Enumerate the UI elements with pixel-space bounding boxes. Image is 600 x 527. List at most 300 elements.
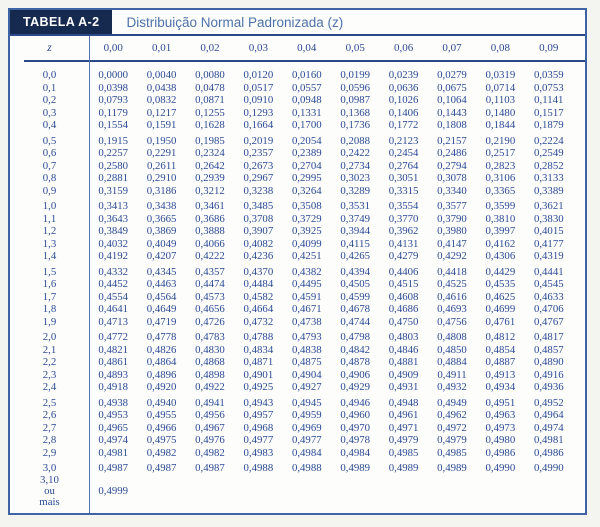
- probability-value: 0,4911: [437, 368, 467, 381]
- table-row: [10, 291, 585, 304]
- probability-value: 0,4857: [533, 343, 564, 356]
- z-value: 1,7: [42, 290, 57, 303]
- table-row: [10, 172, 585, 185]
- probability-value: 0,4793: [291, 331, 322, 343]
- probability-value: 0,4938: [98, 396, 129, 409]
- z-value: 2,2: [42, 356, 57, 368]
- probability-value: 0,3830: [533, 212, 564, 225]
- probability-value: 0,3643: [98, 212, 129, 225]
- probability-value: 0,4236: [243, 250, 274, 262]
- table-row: [10, 331, 585, 344]
- probability-value: 0,4515: [388, 278, 419, 290]
- probability-value: 0,4803: [388, 331, 419, 343]
- table-row: [10, 82, 585, 95]
- probability-value: 0,3186: [146, 184, 177, 197]
- probability-value: 0,3238: [243, 184, 274, 197]
- probability-value: 0,4988: [291, 462, 322, 474]
- probability-value: 0,3621: [533, 200, 564, 212]
- z-column-divider: [89, 36, 90, 513]
- probability-value: 0,4971: [388, 421, 419, 434]
- probability-value: 0,3340: [437, 184, 467, 197]
- probability-value: 0,4920: [146, 381, 177, 393]
- probability-value: 0,4982: [146, 446, 177, 459]
- probability-value: 0,0675: [437, 81, 467, 94]
- probability-value: 0,4177: [533, 237, 564, 250]
- probability-value: 0,4370: [243, 265, 274, 278]
- probability-value: 0,4808: [437, 331, 467, 343]
- probability-value: 0,2389: [291, 147, 322, 159]
- probability-value: 0,0832: [146, 94, 177, 106]
- row-group: [10, 135, 585, 198]
- probability-value: 0,4984: [291, 446, 322, 459]
- probability-value: 0,4699: [485, 303, 516, 315]
- probability-value: 0,4744: [340, 315, 371, 328]
- probability-value: 0,4842: [340, 343, 371, 356]
- probability-value: 0,4975: [146, 434, 177, 446]
- probability-value: 0,2823: [485, 159, 516, 172]
- probability-value: 0,4904: [291, 368, 322, 381]
- probability-value: 0,3106: [485, 172, 516, 184]
- probability-value: 0,4989: [437, 462, 467, 474]
- table-row: [10, 462, 585, 475]
- probability-value: 0,2995: [291, 172, 322, 184]
- probability-value: 0,4573: [195, 290, 225, 303]
- probability-value: 0,4706: [533, 303, 564, 315]
- probability-value: 0,4931: [388, 381, 419, 393]
- probability-value: 0,4970: [340, 421, 371, 434]
- probability-value: 0,4686: [388, 303, 419, 315]
- table-frame: [8, 8, 587, 515]
- probability-value: 0,4066: [195, 237, 225, 250]
- probability-value: 0,0793: [98, 94, 129, 106]
- probability-value: 0,4918: [98, 381, 129, 393]
- probability-value: 0,2910: [146, 172, 177, 184]
- probability-value: 0,4978: [340, 434, 371, 446]
- probability-value: 0,4222: [195, 250, 225, 262]
- probability-value: 0,4898: [195, 368, 225, 381]
- probability-value: 0,1480: [485, 106, 516, 119]
- probability-value: 0,4941: [195, 396, 225, 409]
- probability-value: 0,0279: [437, 69, 467, 81]
- probability-value: 0,4608: [388, 290, 419, 303]
- probability-value: 0,4693: [437, 303, 467, 315]
- z-value: 2,7: [42, 421, 57, 434]
- probability-value: 0,4756: [437, 315, 467, 328]
- probability-value: 0,3389: [533, 184, 564, 197]
- table-row: [10, 107, 585, 120]
- probability-value: 0,2088: [340, 134, 371, 147]
- probability-value: 0,4357: [195, 265, 225, 278]
- probability-value: 0,4982: [195, 446, 225, 459]
- probability-value: 0,3461: [195, 200, 225, 212]
- table-row: [10, 397, 585, 410]
- table-row: [10, 447, 585, 460]
- probability-value: 0,4463: [146, 278, 177, 290]
- probability-value: 0,1179: [98, 106, 128, 119]
- probability-value: 0,0636: [388, 81, 419, 94]
- probability-value: 0,4382: [291, 265, 322, 278]
- z-value: 1,1: [42, 212, 57, 225]
- row-group: [10, 69, 585, 132]
- probability-value: 0,1808: [437, 119, 467, 131]
- column-header: 0,06: [393, 42, 414, 54]
- probability-value: 0,4893: [98, 368, 129, 381]
- probability-value: 0,0871: [195, 94, 225, 106]
- probability-value: 0,4525: [437, 278, 467, 290]
- column-header: 0,09: [539, 42, 559, 54]
- probability-value: 0,4846: [388, 343, 419, 356]
- probability-value: 0,2224: [533, 134, 564, 147]
- probability-value: 0,4952: [533, 396, 564, 409]
- probability-value: 0,3770: [388, 212, 419, 225]
- probability-value: 0,2642: [195, 159, 225, 172]
- probability-value: 0,4767: [533, 315, 564, 328]
- probability-value: 0,2939: [195, 172, 225, 184]
- probability-value: 0,2967: [243, 172, 274, 184]
- probability-value: 0,2123: [388, 134, 419, 147]
- probability-value: 0,4761: [485, 315, 516, 328]
- probability-value: 0,4977: [291, 434, 322, 446]
- probability-value: 0,1103: [485, 94, 516, 106]
- probability-value: 0,4901: [243, 368, 274, 381]
- probability-value: 0,4984: [340, 446, 371, 459]
- probability-value: 0,4115: [340, 237, 370, 250]
- probability-value: 0,4986: [533, 446, 564, 459]
- probability-value: 0,1368: [340, 106, 371, 119]
- probability-value: 0,4961: [388, 409, 419, 421]
- probability-value: 0,4713: [98, 315, 129, 328]
- probability-value: 0,3554: [388, 200, 419, 212]
- column-header: 0,08: [490, 42, 511, 54]
- probability-value: 0,3749: [340, 212, 371, 225]
- probability-value: 0,4965: [98, 421, 129, 434]
- probability-value: 0,4207: [146, 250, 177, 262]
- probability-value: 0,4945: [291, 396, 322, 409]
- probability-value: 0,4495: [291, 278, 322, 290]
- probability-value: 0,4927: [291, 381, 322, 393]
- probability-value: 0,4015: [533, 225, 564, 237]
- probability-value: 0,1879: [533, 119, 564, 131]
- probability-value: 0,1554: [98, 119, 129, 131]
- z-value: 2,9: [42, 446, 57, 459]
- table-row: [10, 225, 585, 238]
- probability-value: 0,4535: [485, 278, 516, 290]
- table-row: [10, 356, 585, 369]
- probability-value: 0,1950: [146, 134, 177, 147]
- probability-value: 0,1915: [98, 134, 129, 147]
- probability-value: 0,4987: [98, 462, 129, 474]
- probability-value: 0,0239: [388, 69, 419, 81]
- probability-value: 0,4591: [291, 290, 322, 303]
- overflow-row: [10, 475, 585, 509]
- probability-value: 0,4817: [533, 331, 564, 343]
- probability-value: 0,4985: [437, 446, 467, 459]
- column-header: 0,05: [345, 42, 365, 54]
- z-value: 2,8: [42, 434, 57, 446]
- probability-value: 0,4484: [243, 278, 274, 290]
- probability-value: 0,4265: [340, 250, 371, 262]
- z-value: 2,6: [42, 409, 57, 421]
- probability-value: 0,0987: [340, 94, 371, 106]
- probability-value: 0,2673: [243, 159, 274, 172]
- probability-value: 0,4834: [243, 343, 274, 356]
- probability-value: 0,3729: [291, 212, 322, 225]
- z-value: 0,5: [42, 134, 57, 147]
- probability-value: 0,1217: [146, 106, 177, 119]
- probability-value: 0,4957: [243, 409, 274, 421]
- probability-value: 0,1443: [437, 106, 467, 119]
- z-value: 0,6: [42, 147, 57, 159]
- probability-value: 0,4861: [98, 356, 129, 368]
- probability-value: 0,2549: [533, 147, 564, 159]
- probability-value: 0,4981: [533, 434, 564, 446]
- probability-value: 0,0517: [243, 81, 274, 94]
- probability-value: 0,4319: [533, 250, 564, 262]
- probability-value: 0,4967: [195, 421, 225, 434]
- probability-value: 0,2054: [291, 134, 322, 147]
- probability-value: 0,0948: [291, 94, 322, 106]
- column-header: 0,03: [248, 42, 269, 54]
- probability-value: 0,1985: [195, 134, 225, 147]
- probability-value: 0,4934: [485, 381, 516, 393]
- probability-value: 0,4788: [243, 331, 274, 343]
- probability-value: 0,4418: [437, 265, 467, 278]
- probability-value: 0,2611: [146, 159, 177, 172]
- probability-value: 0,3962: [388, 225, 419, 237]
- probability-value: 0,1517: [533, 106, 564, 119]
- table-body: [10, 62, 585, 508]
- probability-value: 0,4980: [485, 434, 516, 446]
- probability-value: 0,3438: [146, 200, 177, 212]
- probability-value: 0,4966: [146, 421, 177, 434]
- table-tag: TABELA A-2: [10, 10, 112, 34]
- table-row: [10, 250, 585, 263]
- probability-value: 0,4826: [146, 343, 177, 356]
- table-row: [10, 303, 585, 316]
- probability-value: 0,4812: [485, 331, 516, 343]
- probability-value: 0,1255: [195, 106, 225, 119]
- probability-value: 0,3708: [243, 212, 274, 225]
- row-group: [10, 397, 585, 460]
- probability-value: 0,4049: [146, 237, 177, 250]
- z-value: 0,4: [42, 119, 57, 131]
- probability-value: 0,4962: [437, 409, 467, 421]
- probability-value: 0,2324: [195, 147, 225, 159]
- probability-value: 0,4406: [388, 265, 419, 278]
- probability-value: 0,4564: [146, 290, 177, 303]
- probability-value: 0,4732: [243, 315, 274, 328]
- probability-value: 0,4864: [146, 356, 177, 368]
- probability-value: 0,4783: [195, 331, 225, 343]
- probability-value: 0,4332: [98, 265, 129, 278]
- probability-value: 0,4778: [146, 331, 177, 343]
- probability-value: 0,4985: [388, 446, 419, 459]
- table-row: [10, 434, 585, 447]
- probability-value: 0,4838: [291, 343, 322, 356]
- z-value: 0,1: [42, 81, 57, 94]
- table-row: [10, 409, 585, 422]
- probability-value: 0,0596: [340, 81, 371, 94]
- probability-value: 0,0714: [485, 81, 516, 94]
- probability-value: 0,0199: [340, 69, 371, 81]
- probability-value: 0,4890: [533, 356, 564, 368]
- probability-value: 0,4726: [195, 315, 225, 328]
- probability-value: 0,4772: [98, 331, 129, 343]
- probability-value: 0,2291: [146, 147, 177, 159]
- probability-value: 0,1772: [388, 119, 419, 131]
- probability-value: 0,3051: [388, 172, 419, 184]
- probability-value: 0,4948: [388, 396, 419, 409]
- probability-value: 0,4979: [437, 434, 467, 446]
- probability-value: 0,4279: [388, 250, 419, 262]
- probability-value: 0,3686: [195, 212, 225, 225]
- probability-value: 0,0753: [533, 81, 564, 94]
- z-value: 0,2: [42, 94, 57, 106]
- probability-value: 0,4990: [533, 462, 564, 474]
- table-row: [10, 369, 585, 382]
- row-group: [10, 331, 585, 394]
- probability-value: 0,3133: [533, 172, 564, 184]
- probability-value: 0,4082: [243, 237, 274, 250]
- probability-value: 0,4956: [195, 409, 225, 421]
- probability-value: 0,3577: [437, 200, 467, 212]
- z-overflow-label: [10, 475, 89, 509]
- probability-value: 0,4545: [533, 278, 564, 290]
- probability-value: 0,4989: [388, 462, 419, 474]
- probability-value: 0,4979: [388, 434, 419, 446]
- probability-value: 0,4981: [98, 446, 129, 459]
- z-value: 1,0: [42, 200, 57, 212]
- column-header: 0,01: [151, 42, 172, 54]
- row-group: [10, 266, 585, 329]
- probability-value: 0,4909: [388, 368, 419, 381]
- probability-value: 0,4678: [340, 303, 371, 315]
- probability-value: 0,4972: [437, 421, 467, 434]
- table-header-strip: [10, 10, 585, 36]
- probability-value: 0,0398: [98, 81, 129, 94]
- probability-value: 0,0910: [243, 94, 274, 106]
- probability-value: 0,4505: [340, 278, 371, 290]
- probability-value: 0,2852: [533, 159, 564, 172]
- probability-value: 0,3508: [291, 200, 322, 212]
- probability-value: 0,4875: [291, 356, 322, 368]
- probability-value: 0,4929: [340, 381, 371, 393]
- z-value: 2,3: [42, 368, 57, 381]
- probability-value: 0,4429: [485, 265, 516, 278]
- probability-value: 0,3159: [98, 184, 129, 197]
- probability-value: 0,4394: [340, 265, 371, 278]
- probability-value: 0,4963: [485, 409, 516, 421]
- probability-value: 0,4292: [437, 250, 467, 262]
- probability-value: 0,1628: [195, 119, 225, 131]
- probability-value: 0,4656: [195, 303, 225, 315]
- probability-value: 0,4983: [243, 446, 274, 459]
- probability-value: 0,4850: [437, 343, 467, 356]
- probability-value: 0,4162: [485, 237, 516, 250]
- z-value: 0,3: [42, 106, 57, 119]
- probability-value: 0,4633: [533, 290, 564, 303]
- probability-value: 0,2881: [98, 172, 129, 184]
- probability-value: 0,3980: [437, 225, 467, 237]
- probability-value: 0,4641: [98, 303, 129, 315]
- probability-value: 0,4960: [340, 409, 371, 421]
- z-value: 1,5: [42, 265, 57, 278]
- probability-value: 0,3849: [98, 225, 129, 237]
- column-header-row: [10, 36, 585, 60]
- column-header: 0,04: [297, 42, 317, 54]
- probability-value: 0,4974: [98, 434, 129, 446]
- probability-value: 0,2486: [437, 147, 467, 159]
- probability-value: 0,1844: [485, 119, 516, 131]
- probability-value: 0,4977: [243, 434, 274, 446]
- probability-value: 0,0160: [291, 69, 322, 81]
- probability-value: 0,4474: [195, 278, 225, 290]
- probability-value: 0,4192: [98, 250, 129, 262]
- probability-value: 0,4884: [437, 356, 467, 368]
- z-value: 2,5: [42, 396, 57, 409]
- probability-value: 0,4582: [243, 290, 274, 303]
- column-header: 0,07: [442, 42, 462, 54]
- probability-value: 0,3907: [243, 225, 274, 237]
- probability-value: 0,4946: [340, 396, 371, 409]
- probability-value: 0,4099: [291, 237, 322, 250]
- z-value: 2,4: [42, 381, 57, 393]
- probability-value: 0,4906: [340, 368, 371, 381]
- probability-value: 0,0120: [243, 69, 274, 81]
- z-value: 1,8: [42, 303, 57, 315]
- probability-value: 0,1700: [291, 119, 322, 131]
- probability-value: 0,4871: [243, 356, 274, 368]
- probability-value: 0,3023: [340, 172, 371, 184]
- probability-value: 0,1591: [146, 119, 177, 131]
- row-group: [10, 200, 585, 263]
- probability-value: 0,4131: [388, 237, 419, 250]
- z-overflow-line: mais: [39, 496, 60, 509]
- probability-value: 0,4554: [98, 290, 129, 303]
- probability-value: 0,2734: [340, 159, 371, 172]
- z-value: 0,8: [42, 172, 57, 184]
- probability-value: 0,4625: [485, 290, 516, 303]
- probability-value: 0,3944: [340, 225, 371, 237]
- probability-value: 0,4750: [388, 315, 419, 328]
- probability-value: 0,4306: [485, 250, 516, 262]
- table-row: [10, 147, 585, 160]
- z-overflow-line: 3,10: [40, 473, 59, 486]
- probability-value: 0,4878: [340, 356, 371, 368]
- table-row: [10, 344, 585, 357]
- probability-value: 0,4441: [533, 265, 564, 278]
- z-value: 0,9: [42, 184, 57, 197]
- probability-value: 0,3365: [485, 184, 516, 197]
- z-value: 2,1: [42, 343, 57, 356]
- probability-value: 0,1331: [291, 106, 322, 119]
- probability-value: 0,0040: [146, 69, 177, 81]
- probability-value: 0,3413: [98, 200, 129, 212]
- table-row: [10, 94, 585, 107]
- probability-value: 0,4452: [98, 278, 129, 290]
- probability-value: 0,0080: [195, 69, 225, 81]
- probability-value: 0,4925: [243, 381, 274, 393]
- table-row: [10, 200, 585, 213]
- probability-value: 0,4896: [146, 368, 177, 381]
- table-row: [10, 185, 585, 198]
- probability-value: 0,3925: [291, 225, 322, 237]
- probability-value: 0,4854: [485, 343, 516, 356]
- probability-value: 0,1406: [388, 106, 419, 119]
- z-value: 1,9: [42, 315, 57, 328]
- probability-value: 0,4932: [437, 381, 467, 393]
- table-title: Distribuição Normal Padronizada (z): [126, 14, 344, 30]
